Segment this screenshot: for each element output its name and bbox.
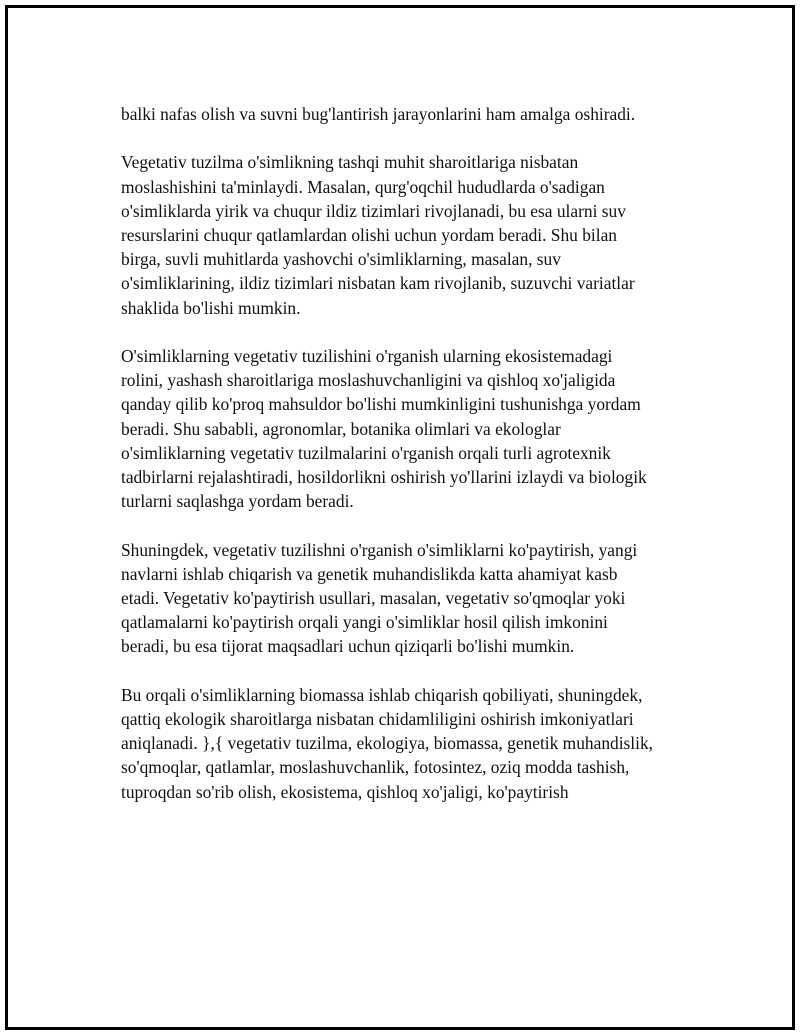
document-body — [121, 102, 721, 828]
paragraph-5: Bu orqali o'simliklarning biomassa ishlab chiqarish qobiliyati, shuningdek, qattiq ekologik sharoitlarga nisbatan chidamliligini oshirish imkoniyatlari aniqlanadi. },{ vegetativ tuzilma, ekologiya, biomassa, genetik muhandislik, so'qmoqlar, qatlamlar, moslashuvchanlik, fotosintez, oziq modda tashish, tuproqdan so'rib olish, ekosistema, qishloq xo'jaligi, ko'paytirish — [121, 684, 654, 802]
paragraph-2: Vegetativ tuzilma o'simlikning tashqi muhit sharoitlariga nisbatan moslashishini ta'minlaydi. Masalan, qurg'oqchil hududlarda o'sadigan o'simliklarda yirik va chuqur ildiz tizimlari rivojlanadi, bu esa ularni suv resurslarini chuqur qatlamlardan olishi uchun yordam beradi. Shu bilan birga, suvli muhitlarda yashovchi o'simliklarning, masalan, suv o'simliklarining, ildiz tizimlari nisbatan kam rivojlanib, suzuvchi variatlar shaklida bo'lishi mumkin. — [121, 152, 635, 318]
paragraph-1: balki nafas olish va suvni bug'lantirish jarayonlarini ham amalga oshiradi. — [121, 104, 636, 124]
page-frame — [5, 5, 795, 1030]
paragraph-4: Shuningdek, vegetativ tuzilishni o'rganish o'simliklarni ko'paytirish, yangi navlarni ishlab chiqarish va genetik muhandislikda katta ahamiyat kasb etadi. Vegetativ ko'paytirish usullari, masalan, vegetativ so'qmoqlar yoki qatlamalarni ko'paytirish orqali yangi o'simliklar hosil qilish imkonini beradi, bu esa tijorat maqsadlari uchun qiziqarli bo'lishi mumkin. — [121, 539, 638, 657]
paragraph-3: O'simliklarning vegetativ tuzilishini o'rganish ularning ekosistemadagi rolini, yashash sharoitlariga moslashuvchanligini va qishloq xo'jaligida qanday qilib ko'proq mahsuldor bo'lishi mumkinligini tushunishga yordam beradi. Shu sababli, agronomlar, botanika olimlari va ekologlar o'simliklarning vegetativ tuzilmalarini o'rganish orqali turli agrotexnik tadbirlarni rejalashtiradi, hosildorlikni oshirish yo'llarini izlaydi va biologik turlarni saqlashga yordam beradi. — [121, 346, 647, 512]
